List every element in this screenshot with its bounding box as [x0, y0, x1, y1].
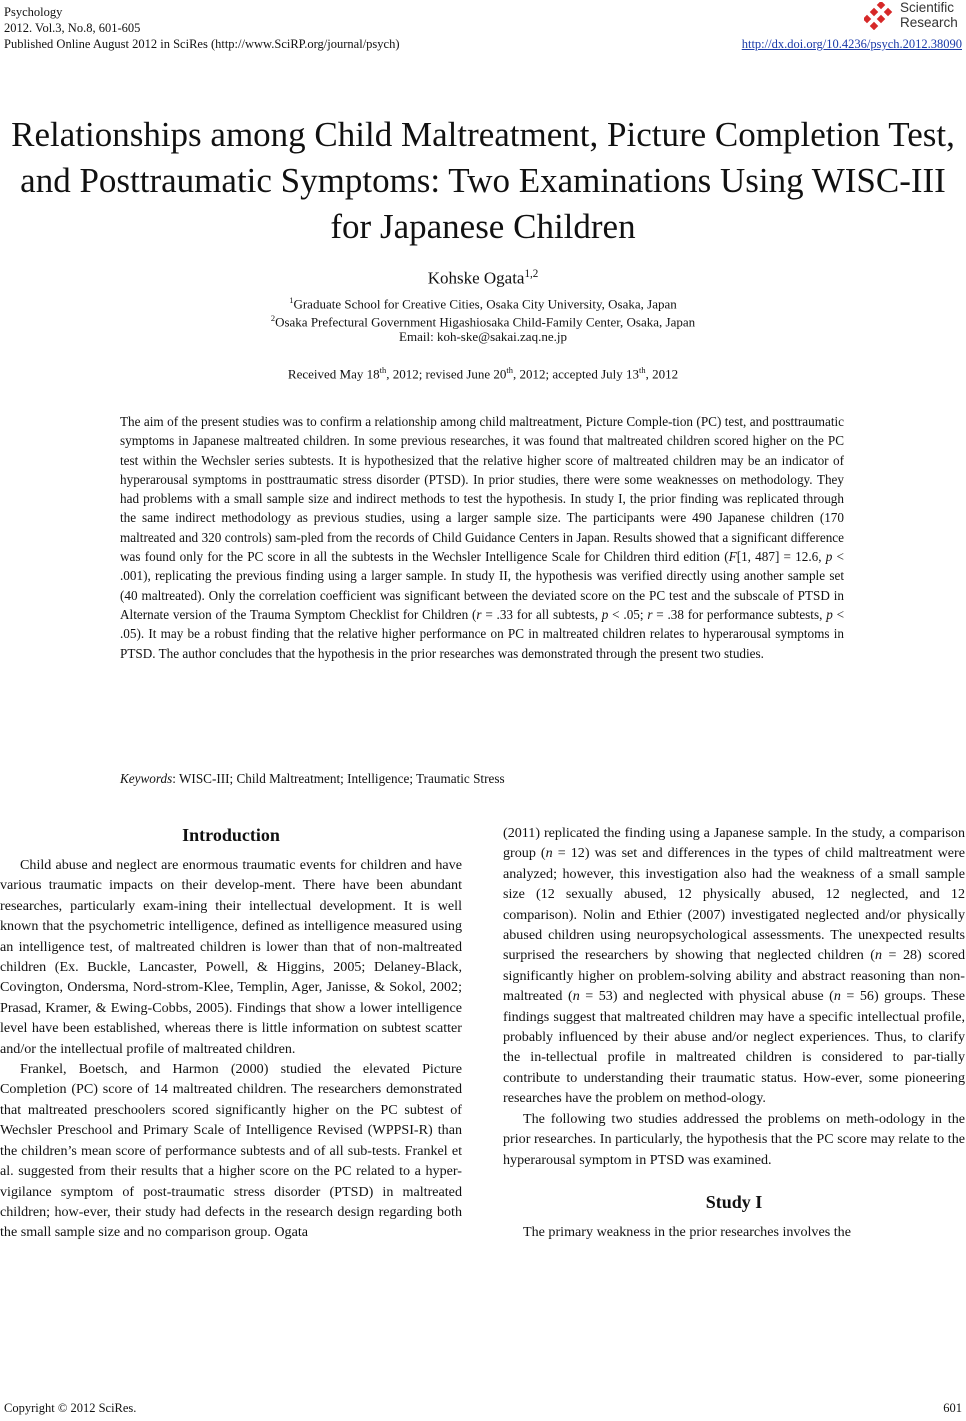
- date-sup: th: [379, 365, 387, 375]
- date-sup: th: [506, 365, 513, 375]
- paragraph: Child abuse and neglect are enormous traumatic events for children and have various traumatic impacts on their develop-ment. There have been abundant researches, particularly exam-ining their intellectual development. It is well known that the psychometric intelligence, defined as intelligence measured using an intelligence test, of maltreated children is lower than that of non-maltreated children (Ex. Buckle, Lancaster, Powell, & Higgins, 2005; Delaney-Black, Covington, Ondersma, Nord-strom-Klee, Templin, Ager, Janisse, & Sokol, 2002; Prasad, Kramer, & Ewing-Cobbs, 2005). Findings that show a lower intelligence level have been established, whereas there is little information on subtest scatter and/or the intellectual profile of maltreated children.: [0, 857, 462, 1057]
- section-heading-introduction: Introduction: [182, 825, 280, 845]
- abstract-italic: p: [825, 549, 833, 565]
- abstract-text: < .05;: [608, 606, 648, 622]
- para-text: = 12) was set and differences in the types of child maltreatment were analyzed; however, this investigation also had the weakness of a small sample size (12 sexually abused, 12 physically abused, 12 neglected, and 12 comparison). Nolin and Ethier (2007) investigated neglected and/or physically abused children using neuropsychological assessments. The unexpected results surprised the researchers by showing that neglected children (: [503, 845, 965, 964]
- author-name: Kohske Ogata: [427, 268, 525, 288]
- abstract-italic: r: [647, 606, 653, 622]
- date-sup: th: [639, 365, 646, 375]
- date-text: , 2012: [645, 366, 679, 382]
- logo-diamond-icon: [864, 2, 898, 30]
- abstract-text: = .38 for performance subtests,: [652, 606, 827, 622]
- paragraph: [503, 823, 965, 1109]
- keywords: [120, 771, 505, 787]
- abstract-italic: p: [601, 606, 609, 622]
- journal-name: Psychology: [4, 5, 63, 19]
- published-line: Published Online August 2012 in SciRes (http://www.SciRP.org/journal/psych): [4, 37, 400, 51]
- section-heading-study-1: Study I: [705, 1191, 763, 1212]
- scientific-research-logo: [864, 0, 964, 32]
- logo-text-line2: Research: [900, 15, 958, 30]
- paper-title: Relationships among Child Maltreatment, Picture Completion Test, and Posttraumatic Symptoms: Two Examinations Using WISC-III for Japanese Children: [11, 115, 955, 246]
- para-italic: n: [833, 988, 841, 1005]
- right-column: [503, 823, 965, 1242]
- journal-volume: 2012. Vol.3, No.8, 601-605: [4, 21, 141, 35]
- affiliation-text: Graduate School for Creative Cities, Osaka City University, Osaka, Japan: [293, 296, 677, 312]
- affiliation-sup: 1: [289, 295, 294, 305]
- abstract-text: The aim of the present studies was to confirm a relationship among child maltreatment, Picture Comple-tion (PC) test, and posttraumatic symptoms in Japanese maltreated children. In some previous researches, it was found that maltreated children scored higher on the PC test within the Wechsler series subtests. It is hypothesized that the relative higher score of maltreated children may be an indicator of hyperarousal symptoms in posttraumatic stress disorder (PTSD). In prior studies, there were some weaknesses on methodology. They had problems with a small sample size and indirect methods to test the hypothesis. In study I, the prior finding was replicated through the same indirect methodology as previous studies, using a larger sample size. The participants were 490 Japanese children (170 maltreated and 320 controls) sam-pled from the records of Child Guidance Centers in Japan. Results showed that a significant difference was found only for the PC score in all the subtests in the Wechsler Intelligence Scale for Children third edition (: [120, 414, 844, 565]
- para-text: = 28) scored significantly higher on problem-solving ability and abstract reasoning than non-maltreated (: [503, 947, 965, 1005]
- doi-link[interactable]: http://dx.doi.org/10.4236/psych.2012.38090: [741, 37, 962, 51]
- abstract-text: = .33 for all subtests,: [481, 606, 602, 622]
- para-italic: n: [572, 988, 580, 1005]
- para-italic: n: [874, 947, 883, 964]
- abstract: [120, 412, 844, 663]
- running-header: [4, 4, 964, 52]
- email: Email: koh-ske@sakai.zaq.ne.jp: [399, 329, 567, 344]
- paragraph: The following two studies addressed the problems on meth-odology in the prior researches. In particularly, the hypothesis that the PC score may relate to the hyperarousal symptom in PTSD was examined.: [503, 1110, 965, 1168]
- abstract-text: < .001), replicating the previous finding using a larger sample. In study II, the hypothesis was verified directly using another sample set (40 maltreated). Only the correlation coefficient was significant between the deviated score on the PC test and the subscale of PTSD in Alternate version of the Trauma Symptom Checklist for Children (: [120, 549, 844, 622]
- para-text: = 56) groups. These findings suggest that maltreated children may have a specific intellectual profile, probably influenced by their abuse and/or neglect experiences. Thus, to clarify the in-tellectual profile in maltreated children is considered to par-tially contribute to understanding their traumatic status. How-ever, some pioneering researches have the problem on method-ology.: [503, 988, 965, 1107]
- date-text: Received May 18: [287, 366, 380, 382]
- keywords-text: : WISC-III; Child Maltreatment; Intelligence; Traumatic Stress: [172, 771, 505, 786]
- author-sup: 1,2: [524, 268, 539, 280]
- paragraph: The primary weakness in the prior researches involves the: [523, 1223, 851, 1240]
- left-column: [0, 823, 462, 1243]
- para-text: = 53) and neglected with physical abuse (: [579, 988, 834, 1005]
- para-text: (2011) replicated the finding using a Japanese sample. In the study, a comparison group (: [503, 825, 965, 862]
- abstract-text: [1, 487] = 12.6,: [736, 549, 826, 565]
- paragraph: Frankel, Boetsch, and Harmon (2000) studied the elevated Picture Completion (PC) score of 14 maltreated children. The researchers demonstrated that maltreated preschoolers scored significantly higher on the PC subtest of Wechsler Preschool and Primary Scale of Intelligence Revised (WPPSI-R) than the children’s mean score of performance subtests and of all sub-tests. Frankel et al. suggested from their results that a higher score on the PC related to a hyper-vigilance symptom of post-traumatic stress disorder (PTSD) in maltreated children; how-ever, their study had defects in the research design regarding both the small sample size and no comparison group. Ogata: [0, 1061, 462, 1241]
- abstract-italic: p: [826, 606, 833, 622]
- page-number: 601: [943, 1401, 962, 1415]
- abstract-italic: r: [476, 606, 482, 622]
- affiliation-sup: 2: [270, 313, 276, 323]
- logo-text-line1: Scientific: [900, 0, 955, 15]
- received-dates: [0, 365, 966, 382]
- date-text: , 2012; accepted July 13: [513, 366, 639, 382]
- footer-copyright: Copyright © 2012 SciRes.: [4, 1401, 137, 1415]
- date-text: , 2012; revised June 20: [386, 366, 507, 382]
- abstract-italic: F: [728, 549, 737, 565]
- author: [0, 268, 966, 289]
- keywords-label: Keywords: [120, 771, 173, 786]
- affiliation-text: Osaka Prefectural Government Higashiosaka Child-Family Center, Osaka, Japan: [275, 314, 696, 330]
- abstract-text: < .05). It may be a robust finding that the relative higher performance on PC in maltreated children relates to hyperarousal symptoms in PTSD. The author concludes that the hypothesis in the prior researches was demonstrated through the present two studies.: [120, 606, 845, 661]
- para-italic: n: [545, 845, 553, 862]
